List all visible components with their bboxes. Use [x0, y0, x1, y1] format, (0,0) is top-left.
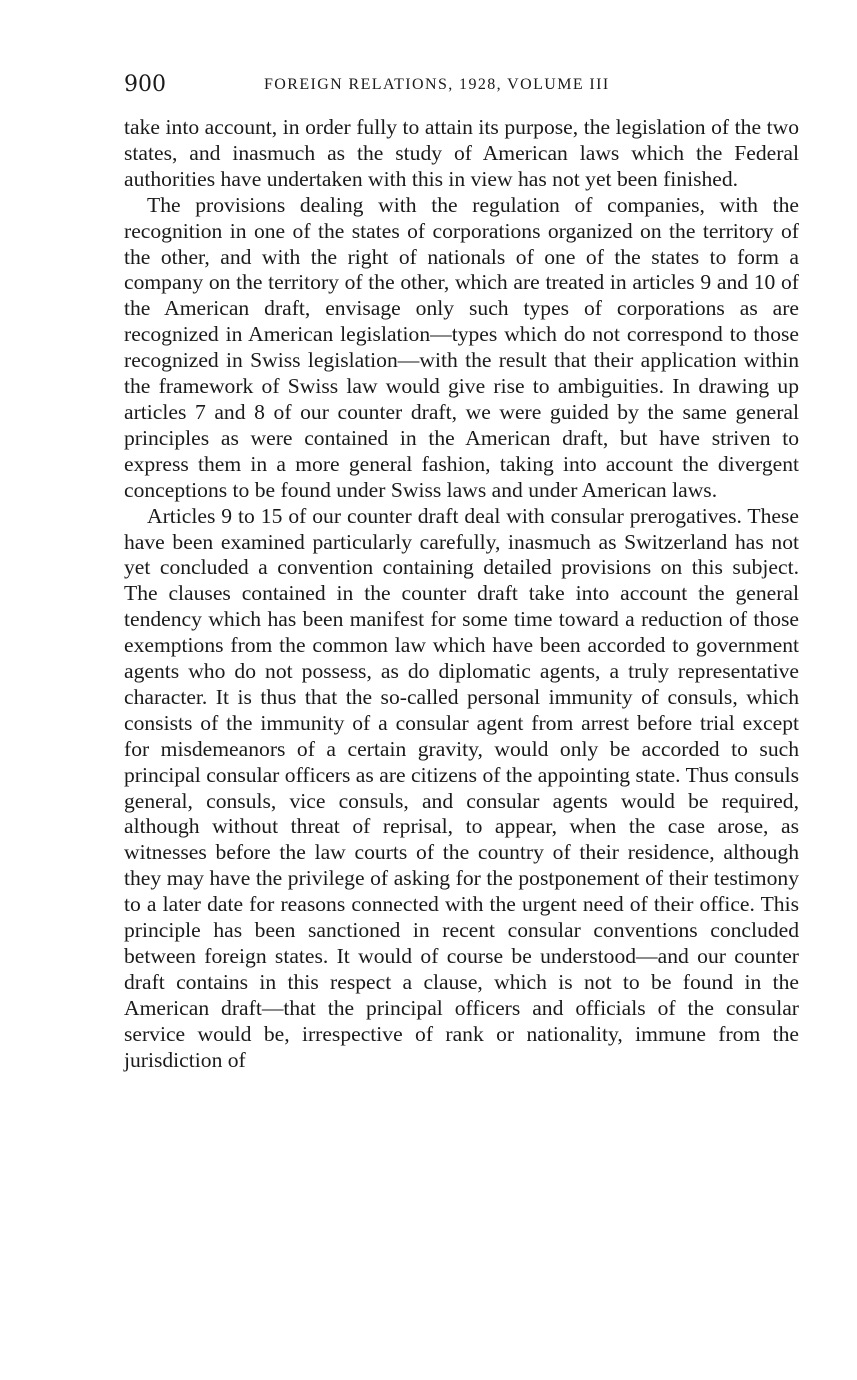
body-text	[124, 115, 799, 1074]
paragraph-consular-prerogatives: Articles 9 to 15 of our counter draft deal with consular prerogatives. These have been examined particularly carefully, inasmuch as Switzerland has not yet concluded a convention containing detailed provisions on this subject. The clauses contained in the counter draft take into account the general tendency which has been manifest for some time toward a reduction of those exemptions from the common law which have been accorded to government agents who do not possess, as do diplomatic agents, a truly representative character. It is thus that the so-called personal immunity of consuls, which consists of the immunity of a consular agent from arrest before trial except for misdemeanors of a certain gravity, would only be accorded to such principal consular officers as are citizens of the appointing state. Thus consuls general, consuls, vice consuls, and consular agents would be required, although without threat of reprisal, to appear, when the case arose, as witnesses before the law courts of the country of their residence, although they may have the privilege of asking for the postponement of their testimony to a later date for reasons connected with the urgent need of their office. This principle has been sanctioned in recent consular conventions concluded between foreign states. It would of course be understood—and our counter draft contains in this respect a clause, which is not to be found in the American draft—that the principal officers and officials of the consular service would be, irrespective of rank or nationality, immune from the jurisdiction of	[124, 503, 799, 1072]
paragraph-corporations: The provisions dealing with the regulation of companies, with the recognition in one of the states of corporations organized on the territory of the other, and with the right of nationals of one of the states to form a company on the territory of the other, which are treated in articles 9 and 10 of the American draft, envisage only such types of corporations as are recognized in American legislation—types which do not correspond to those recognized in Swiss legislation—with the result that their application within the framework of Swiss law would give rise to ambiguities. In drawing up articles 7 and 8 of our counter draft, we were guided by the same general principles as were contained in the American draft, but have striven to express them in a more general fashion, taking into account the divergent conceptions to be found under Swiss laws and under American laws.	[124, 192, 799, 502]
page-number: 900	[124, 72, 166, 97]
page-header	[124, 70, 798, 102]
running-title: FOREIGN RELATIONS, 1928, VOLUME III	[264, 76, 610, 93]
paragraph-continuation: take into account, in order fully to attain its purpose, the legislation of the two states, and inasmuch as the study of American laws which the Federal authorities have undertaken with this in view has not yet been finished.	[124, 115, 799, 191]
